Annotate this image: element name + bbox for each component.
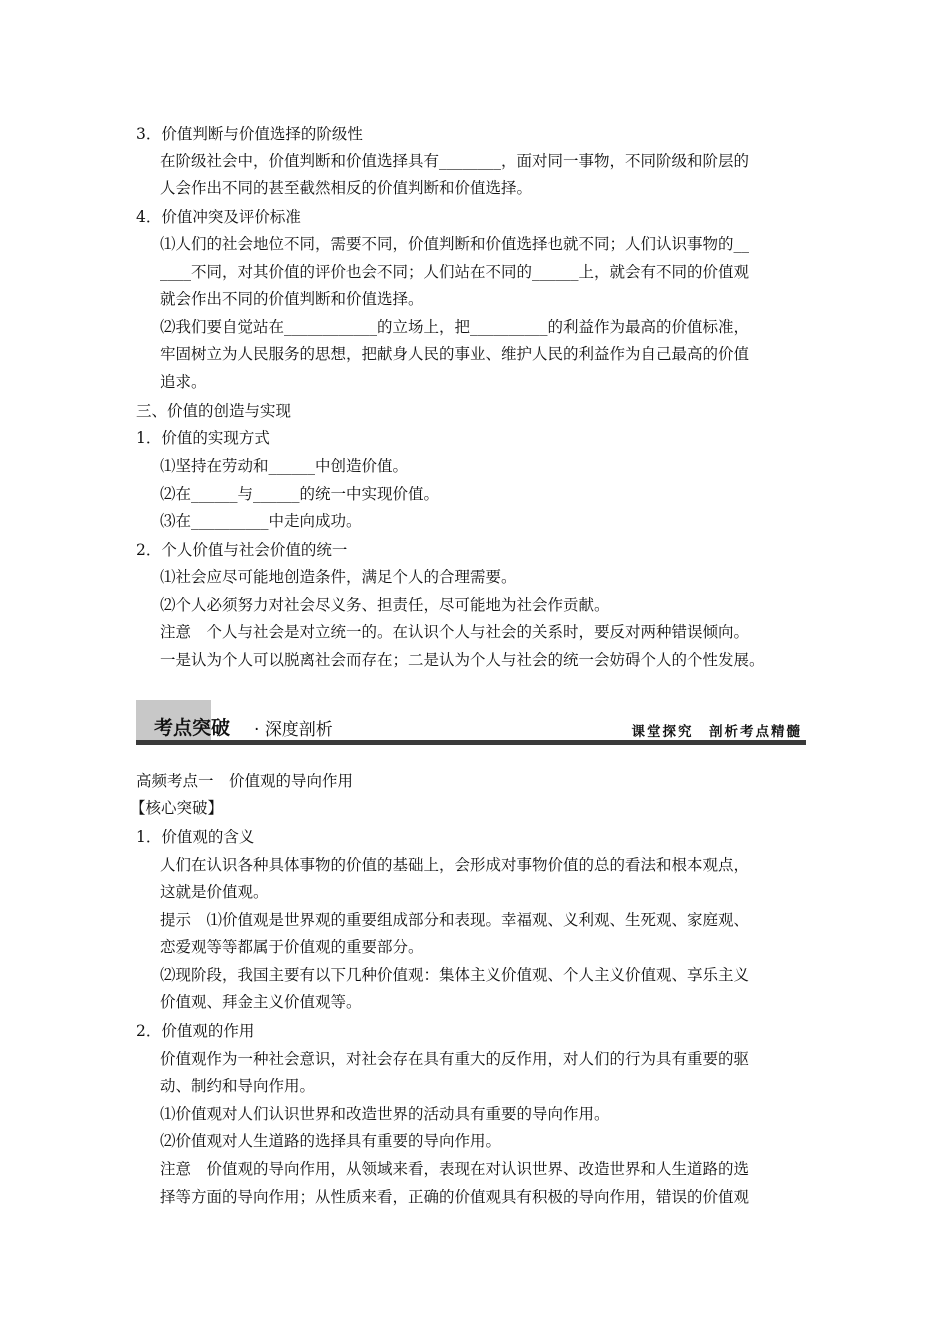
paragraph-line: 追求。 (160, 373, 207, 391)
list-item: ⑴坚持在劳动和______中创造价值。 (160, 457, 409, 475)
paragraph-line: 就会作出不同的价值判断和价值选择。 (160, 290, 424, 308)
list-item: ⑵在______与______的统一中实现价值。 (160, 485, 440, 503)
paragraph-line: 在阶级社会中，价值判断和价值选择具有________，面对同一事物，不同阶级和阶层的 (160, 152, 750, 170)
paragraph-line: 价值观作为一种社会意识，对社会存在具有重大的反作用，对人们的行为具有重要的驱 (160, 1050, 750, 1068)
list-item: ⑴价值观对人们认识世界和改造世界的活动具有重要的导向作用。 (160, 1105, 610, 1123)
list-item: ⑵个人必须努力对社会尽义务、担责任，尽可能地为社会作贡献。 (160, 596, 610, 614)
topic-heading: 高频考点一 价值观的导向作用 (136, 772, 354, 790)
tip-line: 提示 ⑴价值观是世界观的重要组成部分和表现。幸福观、义利观、生死观、家庭观、 (160, 911, 750, 929)
paragraph-line: 人们在认识各种具体事物的价值的基础上，会形成对事物价值的总的看法和根本观点， (160, 856, 750, 874)
list-item: ⑴社会应尽可能地创造条件，满足个人的合理需要。 (160, 568, 517, 586)
banner-underline (136, 740, 806, 745)
tip-line: 恋爱观等等都属于价值观的重要部分。 (160, 938, 424, 956)
banner-right-caption: 课堂探究 剖析考点精髓 (631, 724, 802, 740)
paragraph-line: 牢固树立为人民服务的思想，把献身人民的事业、维护人民的利益作为自己最高的价值 (160, 345, 750, 363)
heading-value-conflict: 4．价值冲突及评价标准 (136, 208, 301, 226)
list-item: ⑵价值观对人生道路的选择具有重要的导向作用。 (160, 1132, 502, 1150)
tip-line: ⑵现阶段，我国主要有以下几种价值观：集体主义价值观、个人主义价值观、享乐主义 (160, 966, 750, 984)
note-line: 注意 价值观的导向作用，从领域来看，表现在对认识世界、改造世界和人生道路的选 (160, 1160, 750, 1178)
paragraph-line: 这就是价值观。 (160, 883, 269, 901)
tip-line: 价值观、拜金主义价值观等。 (160, 993, 362, 1011)
note-line: 一是认为个人可以脱离社会而存在；二是认为个人与社会的统一会妨碍个人的个性发展。 (160, 651, 765, 669)
paragraph-line: ⑴人们的社会地位不同，需要不同，价值判断和价值选择也就不同；人们认识事物的__ (160, 235, 750, 253)
paragraph-line: 动、制约和导向作用。 (160, 1077, 316, 1095)
banner-title: 考点突破 (154, 717, 231, 739)
heading-unity: 2．个人价值与社会价值的统一 (136, 541, 348, 559)
paragraph-line: ⑵我们要自觉站在____________的立场上，把__________的利益作为最高的价值标准， (160, 318, 750, 336)
heading-realization: 1．价值的实现方式 (136, 429, 270, 447)
paragraph-line: 人会作出不同的甚至截然相反的价值判断和价值选择。 (160, 179, 533, 197)
banner-subtitle-text: 深度剖析 (264, 720, 333, 740)
note-line: 择等方面的导向作用；从性质来看，正确的价值观具有积极的导向作用，错误的价值观 (160, 1188, 750, 1206)
note-line: 注意 个人与社会是对立统一的。在认识个人与社会的关系时，要反对两种错误倾向。 (160, 623, 750, 641)
heading-class-nature: 3．价值判断与价值选择的阶级性 (136, 125, 363, 143)
section-heading-creation: 三、价值的创造与实现 (136, 402, 292, 420)
banner-dot: · (254, 720, 260, 740)
list-item: ⑶在__________中走向成功。 (160, 512, 362, 530)
banner-subtitle (254, 715, 333, 740)
paragraph-line: ____不同，对其价值的评价也会不同；人们站在不同的______上，就会有不同的价值观 (160, 263, 750, 281)
section-banner (136, 700, 806, 746)
core-breakthrough-label: 【核心突破】 (130, 799, 224, 817)
heading-function: 2．价值观的作用 (136, 1022, 255, 1040)
heading-meaning: 1．价值观的含义 (136, 828, 255, 846)
